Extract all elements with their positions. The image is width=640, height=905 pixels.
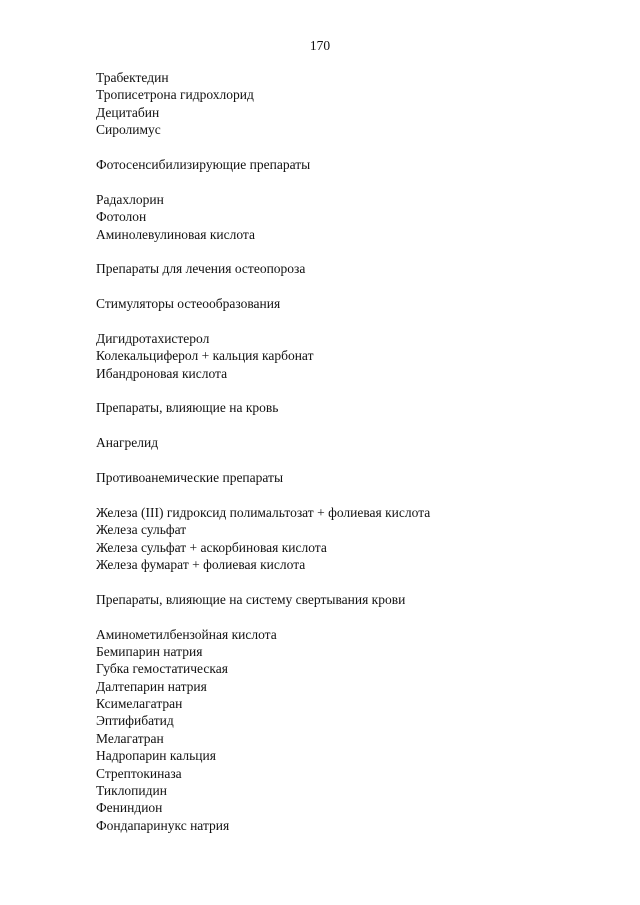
blank-line	[96, 417, 596, 434]
list-item: Железа сульфат	[96, 522, 187, 538]
list-item: Радахлорин	[96, 191, 164, 207]
list-item: Ксимелагатран	[96, 696, 183, 712]
list-item: Железа сульфат + аскорбиновая кислота	[96, 539, 327, 555]
section-heading: Препараты, влияющие на кровь	[96, 400, 279, 416]
list-item: Трабектедин	[96, 70, 169, 85]
blank-line	[96, 243, 596, 260]
list-item: Тиклопидин	[96, 783, 167, 799]
blank-line	[96, 382, 596, 399]
page-number: 170	[309, 38, 331, 53]
list-item: Фениндион	[96, 800, 163, 816]
list-item: Эптифибатид	[96, 713, 174, 729]
list-item: Железа фумарат + фолиевая кислота	[96, 556, 306, 572]
section-heading: Препараты для лечения остеопороза	[96, 261, 306, 277]
document-body	[96, 69, 596, 834]
list-item: Дигидротахистерол	[96, 330, 210, 346]
section-heading: Стимуляторы остеообразования	[96, 296, 281, 312]
list-item: Надропарин кальция	[96, 748, 216, 764]
list-item: Губка гемостатическая	[96, 661, 228, 677]
section-heading: Препараты, влияющие на систему свертывания крови	[96, 591, 406, 607]
list-item: Стрептокиназа	[96, 765, 182, 781]
list-item: Децитабин	[96, 104, 160, 120]
blank-line	[96, 573, 596, 590]
list-item: Аминометилбензойная кислота	[96, 626, 277, 642]
list-item: Ибандроновая кислота	[96, 365, 228, 381]
section-heading: Противоанемические препараты	[96, 469, 284, 485]
list-item: Далтепарин натрия	[96, 678, 207, 694]
blank-line	[96, 452, 596, 469]
list-item: Железа (III) гидроксид полимальтозат + фолиевая кислота	[96, 504, 431, 520]
blank-line	[96, 278, 596, 295]
list-item: Бемипарин натрия	[96, 643, 203, 659]
section-heading: Фотосенсибилизирующие препараты	[96, 156, 311, 172]
list-item: Фотолон	[96, 209, 147, 225]
list-item: Колекальциферол + кальция карбонат	[96, 348, 314, 364]
list-item: Анагрелид	[96, 435, 159, 451]
blank-line	[96, 139, 596, 156]
list-item: Аминолевулиновая кислота	[96, 226, 255, 242]
blank-line	[96, 486, 596, 503]
list-item: Мелагатран	[96, 730, 164, 746]
blank-line	[96, 608, 596, 625]
list-item: Сиролимус	[96, 122, 161, 138]
blank-line	[96, 312, 596, 329]
blank-line	[96, 173, 596, 190]
list-item: Трописетрона гидрохлорид	[96, 87, 254, 103]
list-item: Фондапаринукс натрия	[96, 817, 230, 833]
